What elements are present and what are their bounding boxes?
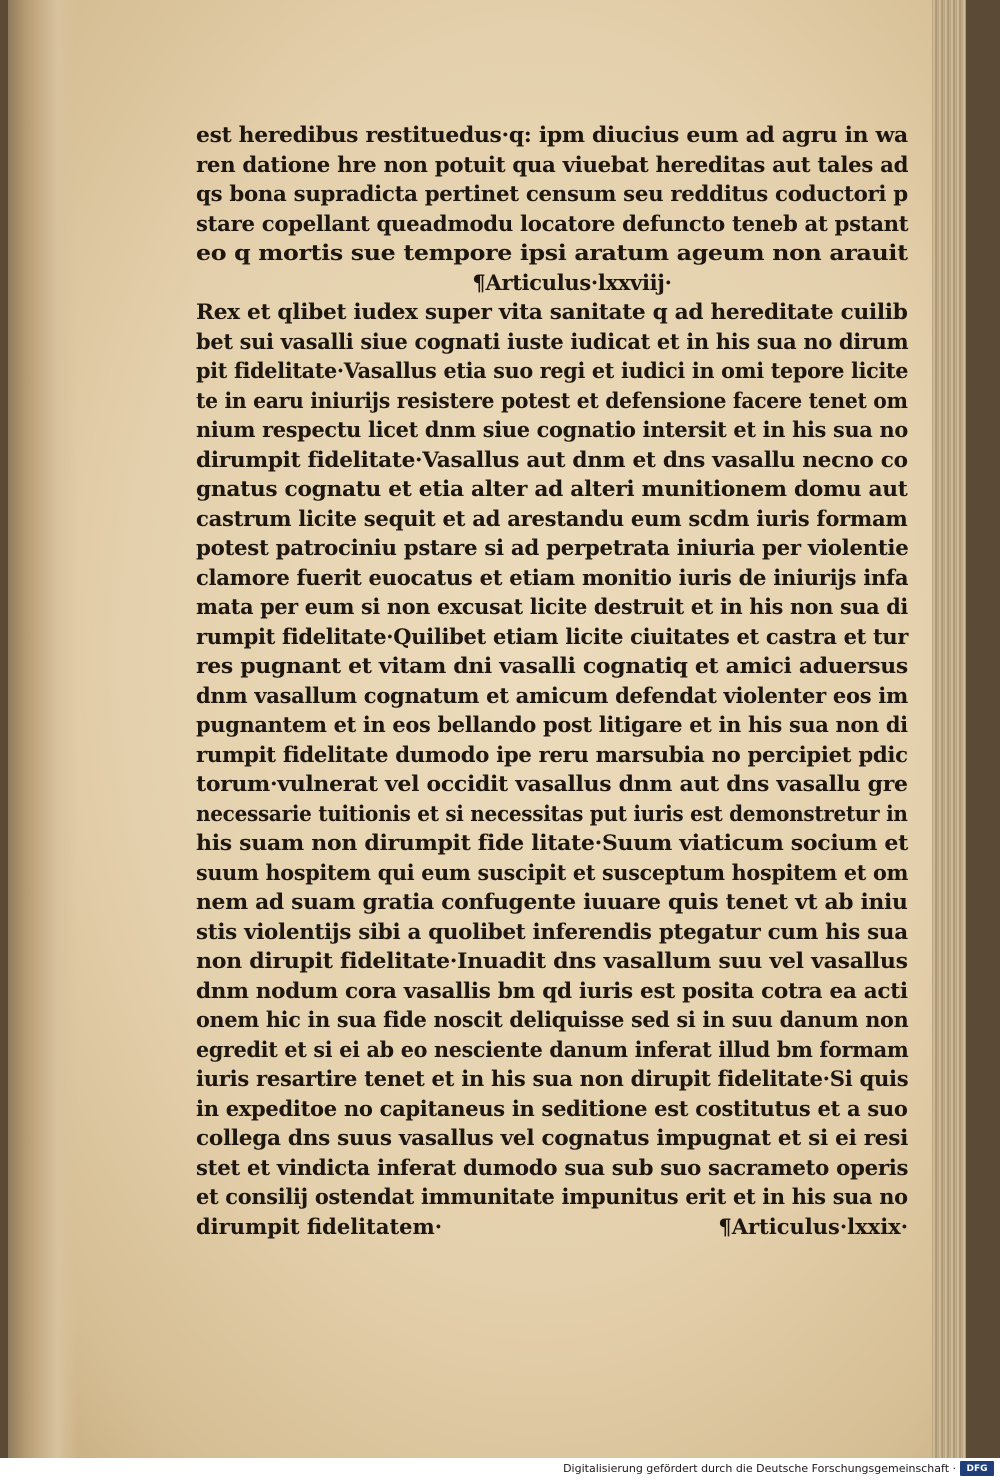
book-page <box>8 0 966 1458</box>
text-line: egredit et si ei ab eo nesciente danum inferat illud bm formam <box>196 1036 909 1062</box>
text-line: dirumpit fidelitate·Vasallus aut dnm et dns vasallu necno co <box>196 446 908 472</box>
text-line: res pugnant et vitam dni vasalli cognatiq et amici aduersus <box>196 653 908 678</box>
text-line: stare copellant queadmodu locatore defuncto teneb at pstant <box>196 210 909 236</box>
funding-credit: Digitalisierung gefördert durch die Deutsche Forschungsgemeinschaft · <box>563 1462 956 1475</box>
dfg-logo-icon: DFG <box>960 1461 994 1476</box>
closing-line <box>196 1212 908 1242</box>
text-line: iuris resartire tenet et in his sua non dirupit fidelitate·Si quis <box>196 1066 909 1091</box>
text-line: stis violentijs sibi a quolibet inferendis ptegatur cum his sua <box>196 918 908 944</box>
text-line: torum·vulnerat vel occidit vasallus dnm aut dns vasallu gre <box>196 771 908 796</box>
text-line: castrum licite sequit et ad arestandu eum scdm iuris formam <box>196 505 908 531</box>
page-gutter-shadow <box>8 0 78 1458</box>
text-line: his suam non dirumpit fide litate·Suum viaticum socium et <box>196 830 908 855</box>
article-heading-label: Articulus·lxxviij· <box>485 269 672 295</box>
text-line: onem hic in sua fide noscit deliquisse sed si in suu danum non <box>196 1007 909 1032</box>
text-line: nem ad suam gratia confugente iuuare quis tenet vt ab iniu <box>196 889 908 914</box>
text-line: eo q mortis sue tempore ipsi aratum ageum non arauit <box>196 240 908 265</box>
pilcrow-icon: ¶ <box>472 269 486 295</box>
article-heading-label: Articulus·lxxix· <box>731 1213 908 1239</box>
text-line: mata per eum si non excusat licite destruit et in his non sua di <box>196 594 908 619</box>
text-line: pugnantem et in eos bellando post litigare et in his sua non di <box>196 712 908 737</box>
text-line: est heredibus restituedus·q: ipm diucius eum ad agru in wa <box>196 122 908 147</box>
text-line: te in earu iniurijs resistere potest et defensione facere tenet om <box>196 387 908 413</box>
text-line: bet sui vasalli siue cognati iuste iudicat et in his sua no dirum <box>196 328 909 354</box>
text-line: gnatus cognatu et etia alter ad alteri munitionem domu aut <box>196 476 908 501</box>
text-line: in expeditoe no capitaneus in seditione est costitutus et a suo <box>196 1095 908 1121</box>
page-stack-edge <box>932 0 966 1458</box>
text-line: collega dns suus vasallus vel cognatus impugnat et si ei resi <box>196 1125 908 1150</box>
digitization-footer <box>0 1458 1000 1480</box>
article-heading <box>196 268 908 298</box>
text-line: non dirupit fidelitate·Inuadit dns vasallum suu vel vasallus <box>196 948 908 973</box>
text-line: nium respectu licet dnm siue cognatio intersit et in his sua no <box>196 417 908 442</box>
text-line: necessarie tuitionis et si necessitas put iuris est demonstretur in <box>196 800 908 826</box>
article-heading <box>718 1212 908 1242</box>
text-line: et consilij ostendat immunitate impunitus erit et in his sua no <box>196 1184 908 1209</box>
text-line: potest patrociniu pstare si ad perpetrata iniuria per violentie <box>196 535 909 560</box>
text-line: dnm vasallum cognatum et amicum defendat violenter eos im <box>196 682 908 708</box>
text-line: stet et vindicta inferat dumodo sua sub suo sacrameto operis <box>196 1154 909 1180</box>
pilcrow-icon: ¶ <box>718 1213 732 1239</box>
text-line: dnm nodum cora vasallis bm qd iuris est posita cotra ea acti <box>196 977 908 1003</box>
printed-text-block <box>196 120 908 1241</box>
text-line: pit fidelitate·Vasallus etia suo regi et iudici in omi tepore licite <box>196 358 909 383</box>
text-line: ren datione hre non potuit qua viuebat hereditas aut tales ad <box>196 151 909 177</box>
closing-text: dirumpit fidelitatem· <box>196 1213 443 1239</box>
text-line: rumpit fidelitate·Quilibet etiam licite ciuitates et castra et tur <box>196 623 909 649</box>
text-line: suum hospitem qui eum suscipit et susceptum hospitem et om <box>196 859 909 885</box>
text-line: clamore fuerit euocatus et etiam monitio iuris de iniurijs infa <box>196 564 909 590</box>
text-line: qs bona supradicta pertinet censum seu redditus coductori p <box>196 181 908 206</box>
text-line: Rex et qlibet iudex super vita sanitate q ad hereditate cuilib <box>196 299 908 324</box>
text-line: rumpit fidelitate dumodo ipe reru marsubia no percipiet pdic <box>196 741 908 767</box>
